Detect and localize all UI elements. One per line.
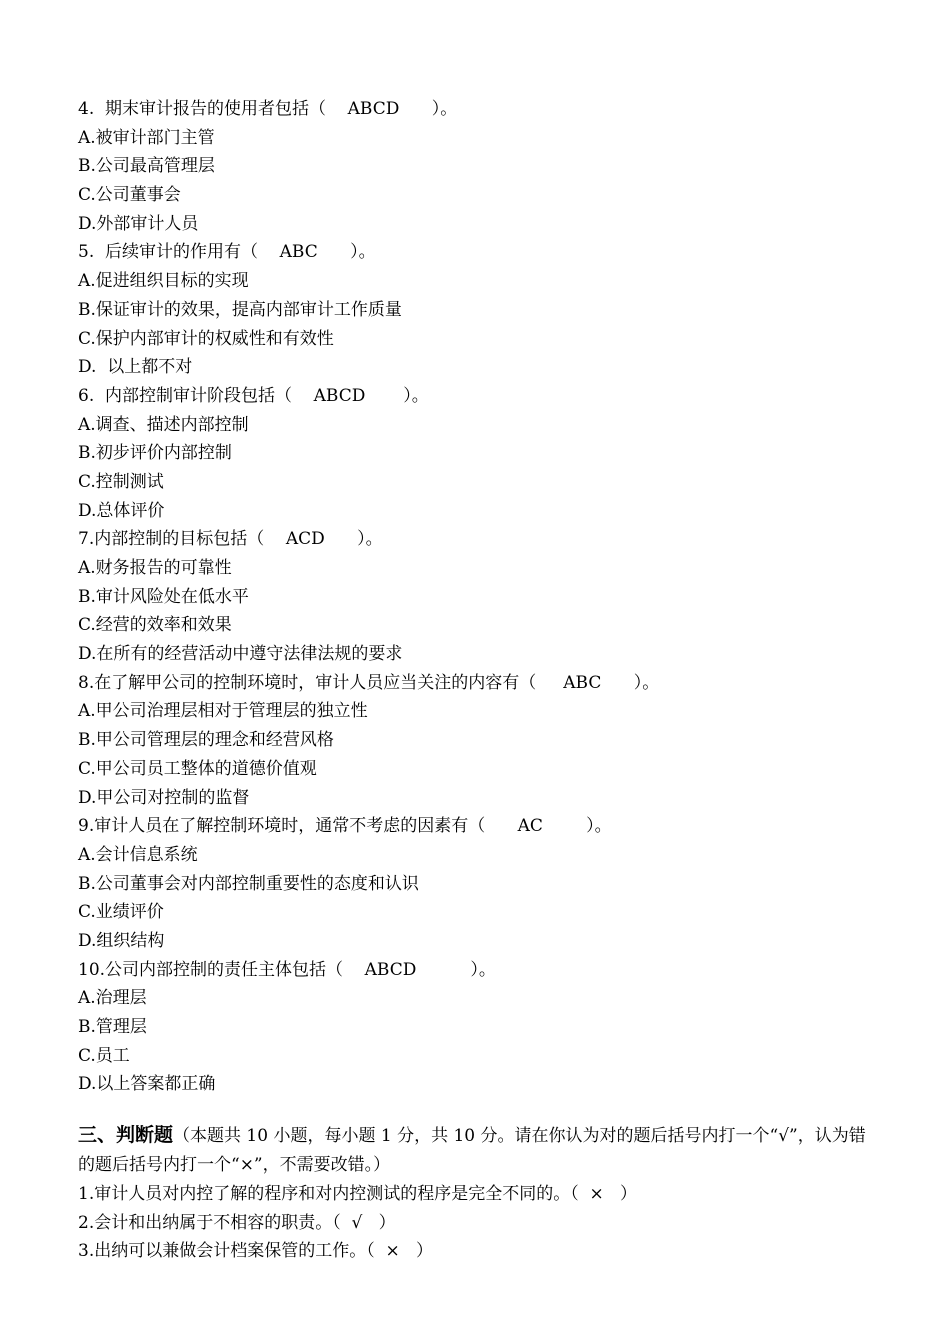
option-b: B.公司最高管理层 <box>78 156 215 177</box>
option-c: C.业绩评价 <box>78 902 164 923</box>
option-c: C.控制测试 <box>78 471 164 492</box>
question-10 <box>78 956 878 1099</box>
judgement-item-3: 3.出纳可以兼做会计档案保管的工作。（ × ） <box>78 1241 433 1262</box>
document-content <box>78 95 878 1266</box>
option-a: A.调查、描述内部控制 <box>78 414 249 435</box>
option-b: B.初步评价内部控制 <box>78 443 232 464</box>
question-7 <box>78 525 878 668</box>
question-stem: 10.公司内部控制的责任主体包括（ ABCD ）。 <box>78 959 496 980</box>
question-5 <box>78 238 878 381</box>
judgement-section <box>78 1121 878 1266</box>
question-stem: 7.内部控制的目标包括（ ACD ）。 <box>78 529 383 550</box>
option-c: C.经营的效率和效果 <box>78 615 232 636</box>
option-a: A.会计信息系统 <box>78 844 198 865</box>
option-d: D.以上答案都正确 <box>78 1074 216 1095</box>
question-9 <box>78 812 878 955</box>
option-c: C.保护内部审计的权威性和有效性 <box>78 328 334 349</box>
judgement-item-1: 1.审计人员对内控了解的程序和对内控测试的程序是完全不同的。（ × ） <box>78 1184 637 1205</box>
option-c: C.员工 <box>78 1045 130 1066</box>
option-d: D.甲公司对控制的监督 <box>78 787 250 808</box>
question-stem: 4. 期末审计报告的使用者包括（ ABCD ）。 <box>78 99 458 119</box>
section-heading <box>78 1121 878 1180</box>
option-d: D.外部审计人员 <box>78 213 199 234</box>
question-stem: 6. 内部控制审计阶段包括（ ABCD ）。 <box>78 385 429 406</box>
section-instructions: （本题共 10 小题，每小题 1 分，共 10 分。请在你认为对的题后括号内打一个“√”，认为错的题后括号内打一个“×”，不需要改错。） <box>78 1126 866 1176</box>
option-b: B.公司董事会对内部控制重要性的态度和认识 <box>78 873 419 894</box>
option-c: C.甲公司员工整体的道德价值观 <box>78 758 317 779</box>
option-d: D.组织结构 <box>78 930 165 951</box>
option-a: A.被审计部门主管 <box>78 127 215 148</box>
option-a: A.治理层 <box>78 988 147 1009</box>
question-stem: 9.审计人员在了解控制环境时，通常不考虑的因素有（ AC ）。 <box>78 816 612 837</box>
option-d: D.在所有的经营活动中遵守法律法规的要求 <box>78 644 403 665</box>
question-6 <box>78 382 878 525</box>
option-b: B.审计风险处在低水平 <box>78 586 249 607</box>
option-d: D.总体评价 <box>78 500 165 521</box>
question-stem: 8.在了解甲公司的控制环境时，审计人员应当关注的内容有（ ABC ）。 <box>78 672 660 693</box>
question-stem: 5. 后续审计的作用有（ ABC ）。 <box>78 242 376 263</box>
option-c: C.公司董事会 <box>78 185 181 206</box>
option-b: B.保证审计的效果，提高内部审计工作质量 <box>78 299 402 320</box>
section-title: 三、判断题 <box>78 1124 174 1147</box>
question-8 <box>78 669 878 812</box>
option-b: B.管理层 <box>78 1017 147 1037</box>
judgement-item-2: 2.会计和出纳属于不相容的职责。（ √ ） <box>78 1212 396 1233</box>
option-d: D. 以上都不对 <box>78 357 193 378</box>
option-a: A.甲公司治理层相对于管理层的独立性 <box>78 701 368 722</box>
question-4 <box>78 95 878 238</box>
option-a: A.促进组织目标的实现 <box>78 271 249 292</box>
option-b: B.甲公司管理层的理念和经营风格 <box>78 730 334 751</box>
option-a: A.财务报告的可靠性 <box>78 558 232 578</box>
